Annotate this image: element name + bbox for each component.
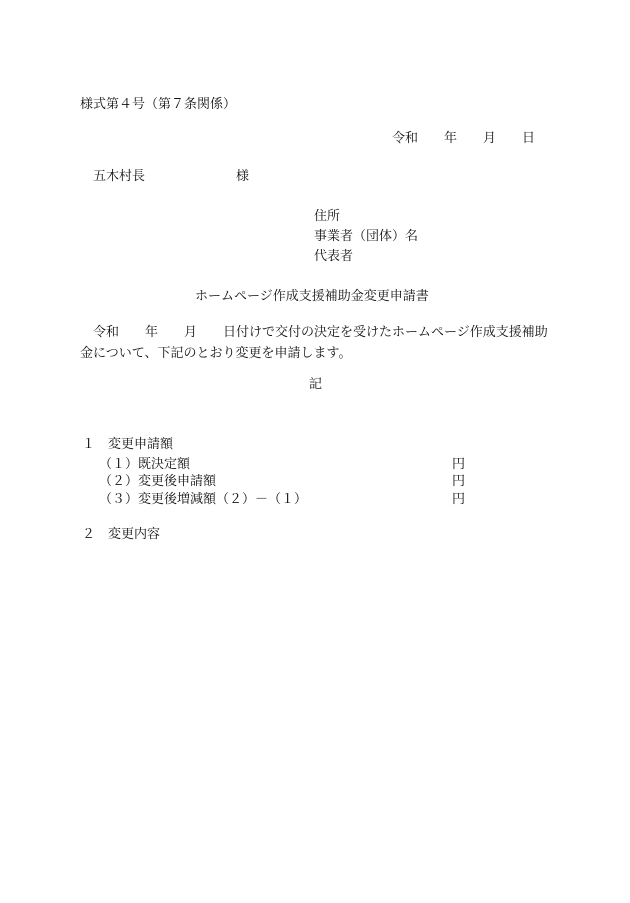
body-paragraph: 令和 年 月 日付けで交付の決定を受けたホームページ作成支援補助金について、下記のとおり変更を申請します。 [80,325,548,361]
item-unit: 円 [452,474,466,489]
ki-label: 記 [309,377,323,392]
item-unit: 円 [452,457,466,472]
item-unit: 円 [452,492,466,507]
item-label: （３）変更後増減額（２）－（１） [99,492,308,507]
item-label: （１）既決定額 [99,457,191,472]
form-number: 様式第４号（第７条関係） [80,97,237,112]
addressee: 五木村長 様 [93,169,250,184]
document-title: ホームページ作成支援補助金変更申請書 [195,289,429,304]
address-label: 住所 [314,209,341,224]
item-label: （２）変更後申請額 [99,474,217,489]
section2-heading: ２ 変更内容 [82,527,161,542]
representative-label: 代表者 [314,249,354,264]
date-line: 令和 年 月 日 [392,131,536,146]
business-name-label: 事業者（団体）名 [314,229,419,244]
section1-heading: １ 変更申請額 [82,437,174,452]
